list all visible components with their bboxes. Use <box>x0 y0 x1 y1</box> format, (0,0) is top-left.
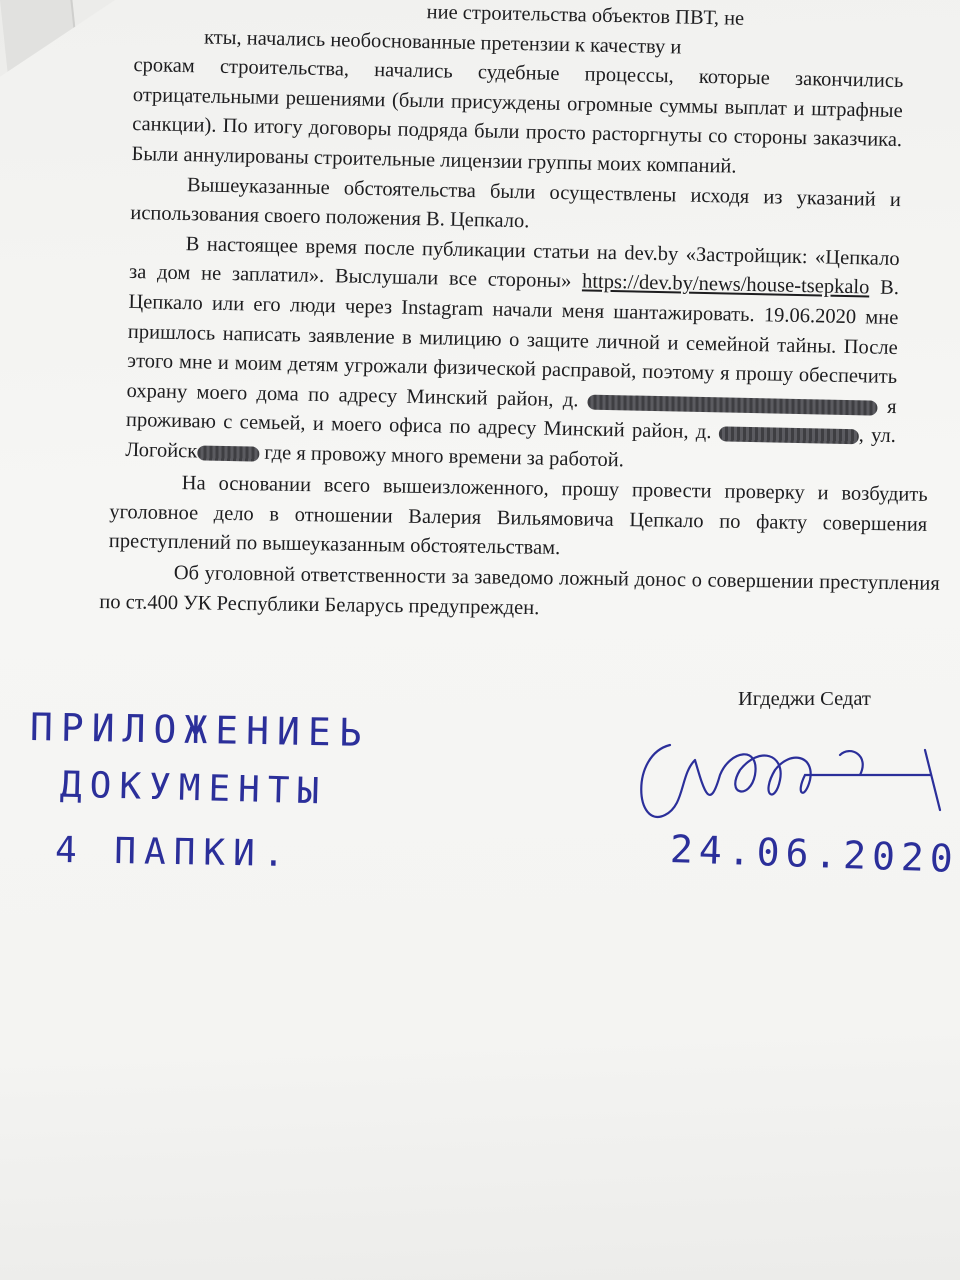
redaction-mark <box>588 394 878 415</box>
paragraph-3 <box>125 229 900 482</box>
statement-closing <box>99 558 940 629</box>
top-start-line: кты, начались необоснованные претензии к качеству и <box>203 26 682 59</box>
paragraph-4: На основании всего вышеизложенного, прошу провести проверку и возбудить уголовное дело в отношении Валерия Вильямовича Цепкало по факту совершения преступлений по вышеуказанным обстоятельствам. <box>108 472 928 560</box>
paragraph-1: срокам строительства, начались судебные процессы, которые закончились отрицательными решениями (были присуждены огромные суммы выплат и штрафные санкции). По итогу договоры подряда были просто расторгнуты со стороны заказчика. Были аннулированы строительные лицензии группы моих компаний. <box>131 54 904 178</box>
redaction-mark <box>197 445 259 461</box>
statement-body <box>125 0 905 482</box>
redaction-mark <box>719 426 859 444</box>
handwritten-attachment-count: 4 ПАПКИ. <box>54 829 293 876</box>
paragraph-3-part-d: , ул. <box>858 424 897 448</box>
paragraph-3-part-b: В. Цепкало или его люди через Instagram начали меня шантажировать. 19.06.2020 мне пришлось написать заявление в милицию о защите личной и семейной тайны. После этого мне и моим детям угрожали физической расправой, поэтому я прошу обеспечить охрану моего дома по адресу Минский район, д. <box>126 277 900 412</box>
signature <box>610 715 960 835</box>
paragraph-3-part-a: В настоящее время после публикации статьи на dev.by «Застройщик: «Цепкало за дом не заплатил». Выслушали все стороны» <box>128 232 900 293</box>
signer-name: Игдеджи Седат <box>738 688 871 710</box>
paragraph-2: Вышеуказанные обстоятельства были осуществлены исходя из указаний и использования своего положения В. Цепкало. <box>130 173 902 233</box>
handwritten-attachment-heading: ПРИЛОЖЕНИЕЬ <box>29 705 371 755</box>
paragraph-3-part-c: я проживаю с семьей, и моего офиса по адресу Минский район, д. <box>125 395 897 444</box>
paragraph-3-part-e: Логойск <box>125 438 198 463</box>
handwritten-attachment-documents: ДОКУМЕНТЫ <box>59 764 328 813</box>
top-fragment-line: ние строительства объектов ПВТ, не <box>426 1 745 30</box>
paragraph-3-part-f: где я провожу много времени за работой. <box>264 441 625 472</box>
statement-request <box>109 468 928 570</box>
article-link[interactable]: https://dev.by/news/house-tsepkalo <box>581 270 870 299</box>
handwritten-date: 24.06.2020 <box>669 826 960 882</box>
paragraph-5: Об уголовной ответственности за заведомо ложный донос о совершении преступления по ст.400 УК Республики Беларусь предупрежден. <box>99 562 940 619</box>
